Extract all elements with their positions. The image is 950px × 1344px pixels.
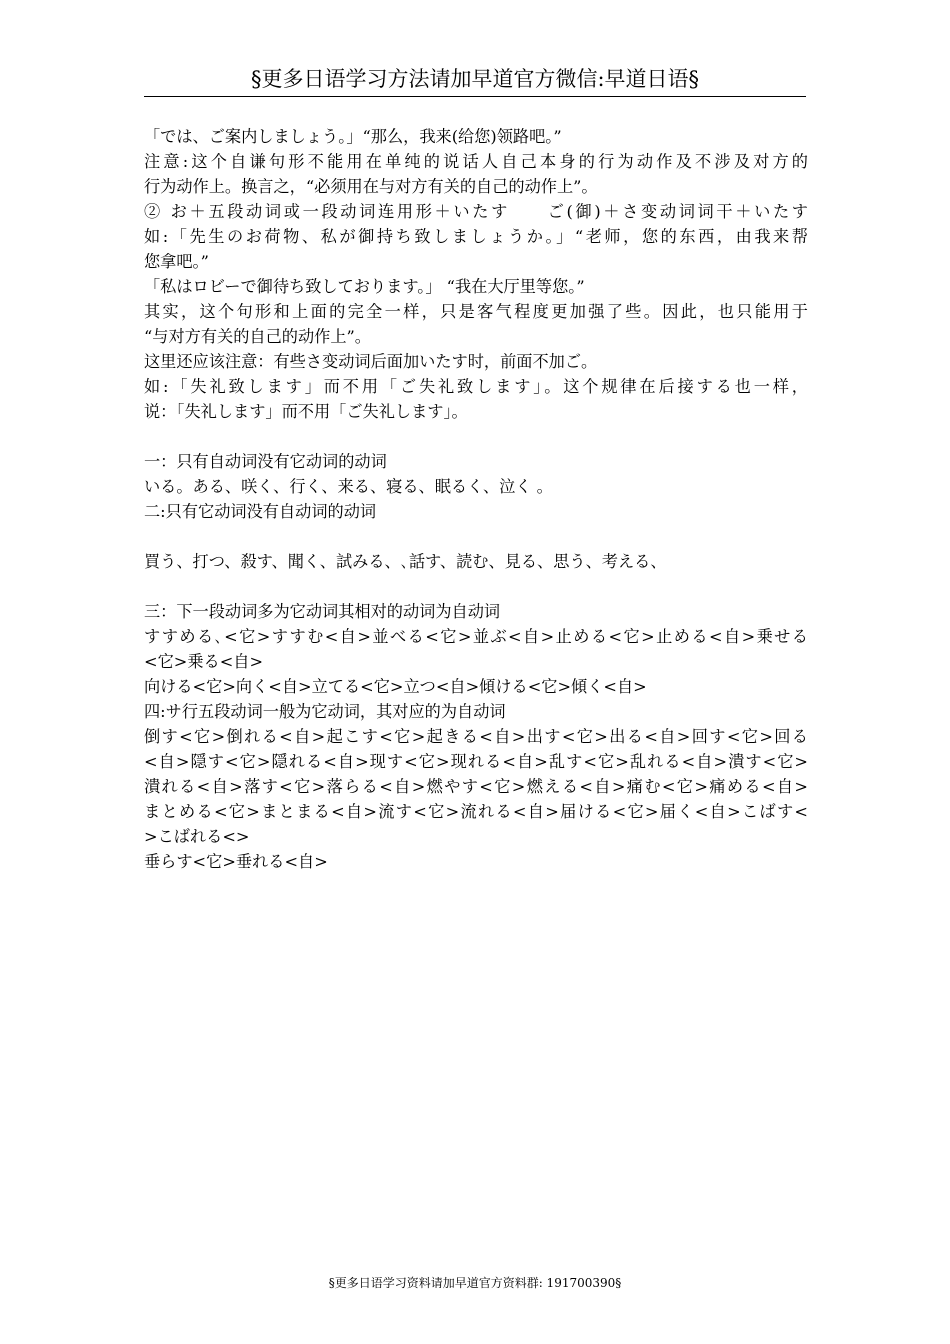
text-line: 这里还应该注意：有些さ变动词后面加いたす时，前面不加ご。	[144, 352, 598, 371]
text-line: 您拿吧。”	[144, 252, 209, 271]
text-line: 買う、打つ、殺す、聞く、試みる、､話す、読む、見る、思う、考える、	[144, 552, 667, 571]
section-heading: 二:只有它动词没有自动词的动词	[144, 502, 377, 521]
text-line: いる。ある、咲く、行く、来る、寝る、眠るく、泣く 。	[144, 477, 553, 496]
blank-line	[144, 524, 808, 549]
text-line: まとめる<它>まとまる<自>流す<它>流れる<自>届ける<它>届く<自>こばす<	[144, 802, 808, 821]
text-line: <自>隠す<它>隠れる<自>现す<它>现れる<自>乱す<它>乱れる<自>潰す<它>	[144, 752, 808, 771]
section-heading: 四:サ行五段动词一般为它动词，其对应的为自动词	[144, 702, 506, 721]
blank-line	[144, 424, 808, 449]
blank-line	[144, 574, 808, 599]
text-line: 注意:这个自谦句形不能用在单纯的说话人自己本身的行为动作及不涉及对方的	[144, 152, 808, 171]
text-line: 向ける<它>向く<自>立てる<它>立つ<自>傾ける<它>傾く<自>	[144, 677, 647, 696]
document-body	[144, 124, 808, 874]
text-line: 如:「失礼致します」而不用「ご失礼致します」。这个规律在后接する也一样，	[144, 377, 808, 396]
text-line: 「私はロビーで御待ち致しております。」 “我在大厅里等您。”	[144, 277, 585, 296]
text-line: >こばれる<>	[144, 827, 250, 846]
footer-text: §更多日语学习资料请加早道官方资料群: 191700390§	[328, 1276, 622, 1290]
text-line: 「では、ご案内しましょう。」“那么，我来(给您)领路吧。”	[144, 127, 562, 146]
text-line: 其实，这个句形和上面的完全一样，只是客气程度更加强了些。因此，也只能用于	[144, 302, 808, 321]
section-heading: 三：下一段动词多为它动词其相对的动词为自动词	[144, 602, 501, 621]
text-line: <它>乗る<自>	[144, 652, 264, 671]
header-title: §更多日语学习方法请加早道官方微信:早道日语§	[250, 67, 700, 91]
page-footer	[0, 1275, 950, 1291]
text-line: 垂らす<它>垂れる<自>	[144, 852, 328, 871]
text-line: ② お＋五段动词或一段动词连用形＋いたす ご(御)＋さ变动词词干＋いたす	[144, 202, 808, 221]
text-line: 倒す<它>倒れる<自>起こす<它>起きる<自>出す<它>出る<自>回す<它>回る	[144, 727, 808, 746]
text-line: 说：「失礼します」而不用「ご失礼します」。	[144, 402, 468, 421]
text-line: 潰れる<自>落す<它>落らる<自>燃やす<它>燃える<自>痛む<它>痛める<自>	[144, 777, 808, 796]
text-line: 行为动作上。换言之，“必须用在与对方有关的自己的动作上”。	[144, 177, 598, 196]
text-line: 如:「先生のお荷物、私が御持ち致しましょうか。」“老师，您的东西，由我来帮	[144, 227, 808, 246]
text-line: “与对方有关的自己的动作上”。	[144, 327, 371, 346]
page-header	[144, 62, 806, 97]
text-line: すすめる､<它>すすむ<自>並べる<它>並ぶ<自>止める<它>止める<自>乗せる	[144, 627, 808, 646]
section-heading: 一：只有自动词没有它动词的动词	[144, 452, 387, 471]
